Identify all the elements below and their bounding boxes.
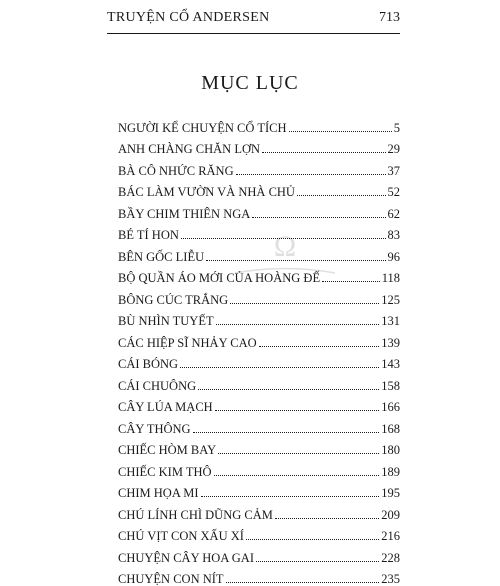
dot-leader bbox=[289, 131, 392, 132]
toc-entry-page: 62 bbox=[386, 207, 401, 221]
toc-entry bbox=[118, 242, 400, 264]
header-rule bbox=[107, 33, 400, 34]
toc-entry-page: 125 bbox=[379, 293, 400, 307]
dot-leader bbox=[181, 238, 386, 239]
toc-entry bbox=[118, 221, 400, 243]
toc-entry-page: 139 bbox=[379, 336, 400, 350]
toc-entry-page: 180 bbox=[379, 443, 400, 457]
toc-entry bbox=[118, 199, 400, 221]
table-of-contents bbox=[118, 113, 400, 586]
toc-entry bbox=[118, 156, 400, 178]
toc-entry-page: 209 bbox=[379, 508, 400, 522]
toc-entry-page: 228 bbox=[379, 551, 400, 565]
toc-entry-title: CÁI BÓNG bbox=[118, 357, 180, 371]
running-head bbox=[107, 10, 400, 30]
dot-leader bbox=[193, 432, 380, 433]
toc-entry bbox=[118, 414, 400, 436]
toc-entry-page: 143 bbox=[379, 357, 400, 371]
toc-entry-title: ANH CHÀNG CHĂN LỢN bbox=[118, 142, 262, 156]
toc-entry-page: 96 bbox=[386, 250, 401, 264]
toc-entry bbox=[118, 543, 400, 565]
toc-entry-title: CHIẾC HÒM BAY bbox=[118, 443, 218, 457]
toc-entry-page: 158 bbox=[379, 379, 400, 393]
dot-leader bbox=[216, 324, 380, 325]
toc-entry bbox=[118, 479, 400, 501]
toc-entry-title: NGƯỜI KỂ CHUYỆN CỔ TÍCH bbox=[118, 121, 289, 135]
dot-leader bbox=[198, 389, 379, 390]
toc-entry-title: CÂY THÔNG bbox=[118, 422, 193, 436]
toc-entry-title: BÉ TÍ HON bbox=[118, 228, 181, 242]
toc-entry-title: CHÚ LÍNH CHÌ DŨNG CẢM bbox=[118, 508, 275, 522]
toc-entry-page: 131 bbox=[379, 314, 400, 328]
dot-leader bbox=[246, 539, 379, 540]
toc-entry bbox=[118, 307, 400, 329]
dot-leader bbox=[262, 152, 385, 153]
toc-entry-page: 52 bbox=[386, 185, 401, 199]
dot-leader bbox=[236, 174, 386, 175]
toc-entry-title: BẦY CHIM THIÊN NGA bbox=[118, 207, 252, 221]
toc-entry bbox=[118, 457, 400, 479]
toc-entry-page: 195 bbox=[379, 486, 400, 500]
svg-text:Ω: Ω bbox=[274, 230, 296, 263]
toc-entry-page: 118 bbox=[380, 271, 400, 285]
toc-entry-page: 29 bbox=[386, 142, 401, 156]
toc-entry-title: BỘ QUẦN ÁO MỚI CỦA HOÀNG ĐẾ bbox=[118, 271, 322, 285]
dot-leader bbox=[256, 561, 379, 562]
toc-entry bbox=[118, 135, 400, 157]
toc-entry-title: CÁC HIỆP SĨ NHẢY CAO bbox=[118, 336, 259, 350]
dot-leader bbox=[275, 518, 379, 519]
dot-leader bbox=[218, 453, 379, 454]
toc-entry-title: BÊN GỐC LIỄU bbox=[118, 250, 206, 264]
toc-entry-title: BÀ CÔ NHỨC RĂNG bbox=[118, 164, 236, 178]
toc-entry bbox=[118, 113, 400, 135]
toc-entry-page: 166 bbox=[379, 400, 400, 414]
toc-entry bbox=[118, 350, 400, 372]
toc-heading: MỤC LỤC bbox=[0, 72, 500, 95]
dot-leader bbox=[252, 217, 385, 218]
toc-entry bbox=[118, 328, 400, 350]
toc-entry-page: 83 bbox=[386, 228, 401, 242]
toc-entry-title: BÙ NHÌN TUYẾT bbox=[118, 314, 216, 328]
dot-leader bbox=[215, 410, 380, 411]
dot-leader bbox=[322, 281, 380, 282]
dot-leader bbox=[206, 260, 385, 261]
toc-entry-page: 168 bbox=[379, 422, 400, 436]
toc-entry bbox=[118, 178, 400, 200]
dot-leader bbox=[180, 367, 379, 368]
dot-leader bbox=[297, 195, 386, 196]
dot-leader bbox=[201, 496, 380, 497]
toc-entry-title: BÁC LÀM VƯỜN VÀ NHÀ CHỦ bbox=[118, 185, 297, 199]
toc-entry-title: CÁI CHUÔNG bbox=[118, 379, 198, 393]
toc-entry-title: CHUYỆN CÂY HOA GAI bbox=[118, 551, 256, 565]
toc-entry-title: CHUYỆN CON NÍT bbox=[118, 572, 226, 586]
toc-entry bbox=[118, 393, 400, 415]
toc-entry-title: CHIẾC KIM THÔ bbox=[118, 465, 214, 479]
dot-leader bbox=[230, 303, 379, 304]
dot-leader bbox=[226, 582, 380, 583]
toc-entry bbox=[118, 565, 400, 586]
toc-entry bbox=[118, 285, 400, 307]
toc-entry-title: BÔNG CÚC TRẮNG bbox=[118, 293, 230, 307]
toc-entry-title: CHÚ VỊT CON XẤU XÍ bbox=[118, 529, 246, 543]
toc-entry bbox=[118, 500, 400, 522]
toc-entry bbox=[118, 371, 400, 393]
toc-entry-page: 235 bbox=[379, 572, 400, 586]
page-number: 713 bbox=[379, 10, 400, 26]
toc-entry bbox=[118, 436, 400, 458]
toc-entry bbox=[118, 522, 400, 544]
toc-entry-title: CHIM HỌA MI bbox=[118, 486, 201, 500]
toc-entry-page: 37 bbox=[386, 164, 401, 178]
toc-entry-page: 5 bbox=[392, 121, 400, 135]
dot-leader bbox=[214, 475, 380, 476]
toc-entry-page: 189 bbox=[379, 465, 400, 479]
running-title: TRUYỆN CỔ ANDERSEN bbox=[107, 10, 270, 26]
dot-leader bbox=[259, 346, 380, 347]
toc-entry-title: CÂY LÚA MẠCH bbox=[118, 400, 215, 414]
toc-entry-page: 216 bbox=[379, 529, 400, 543]
toc-entry bbox=[118, 264, 400, 286]
